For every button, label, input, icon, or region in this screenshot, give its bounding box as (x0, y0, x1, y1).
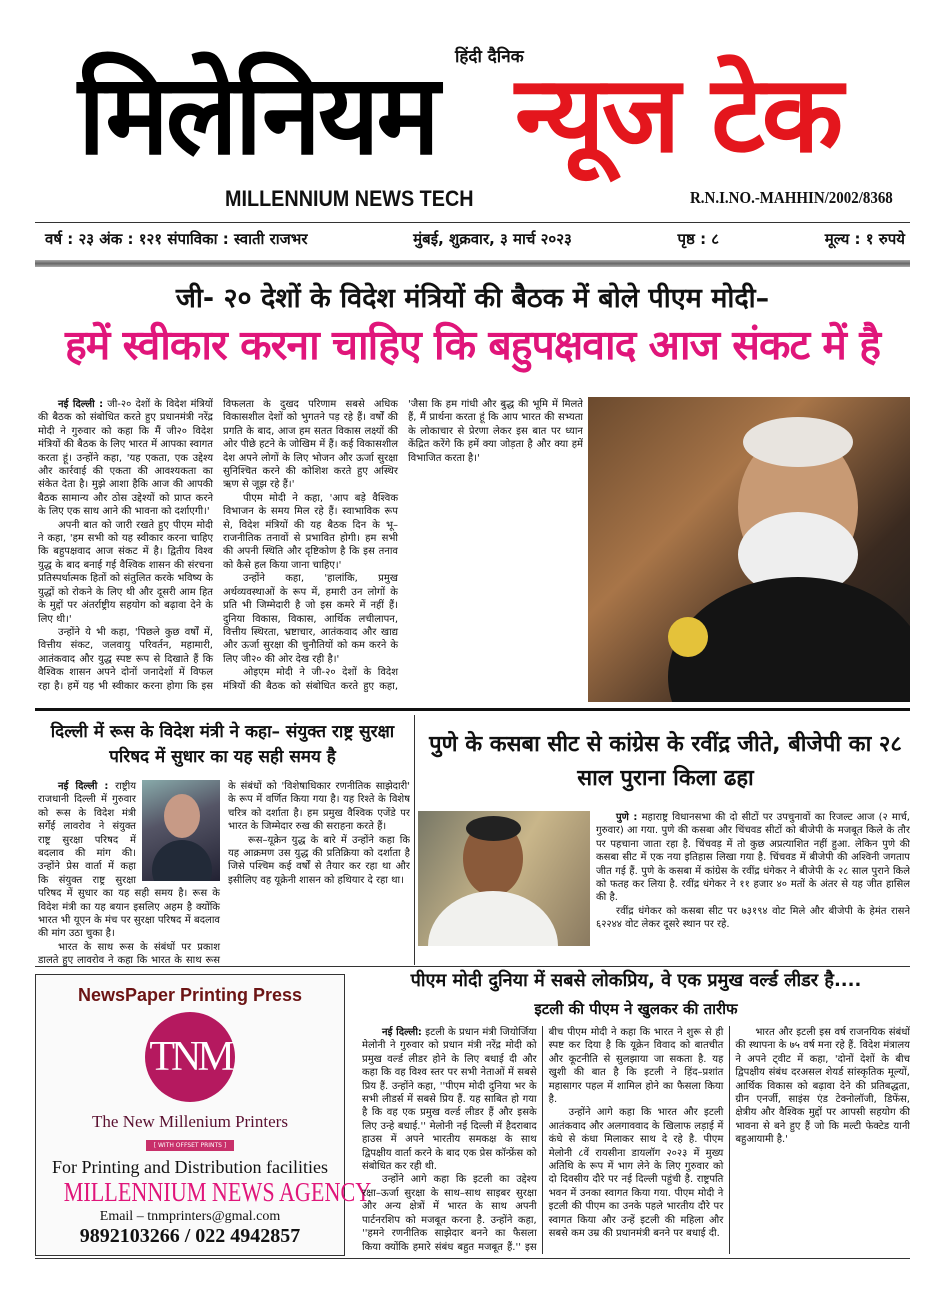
printing-press-advert (35, 974, 372, 1256)
rni-number: R.N.I.NO.-MAHHIN/2002/8368 (690, 188, 893, 207)
paragraph: इटली के प्रधान मंत्री जियोर्जिया मेलोनी ने गुरुवार को प्रधान मंत्री नरेंद्र मोदी को प्रमुख वर्ल्ड लीडर होने के लिए बधाई दी और कहा कि वह विश्व स्तर पर सभी नेताओं में सबसे प्रिय हैं. उन्होंने कहा, ''पीएम मोदी दुनिया भर के सभी लीडर्स में सबसे प्रिय हैं. यह साबित हो गया है कि वह एक प्रमुख वर्ल्ड लीडर हैं और इसके लिए उन्हे बधाई.'' मेलोनी नई दिल्ली में हैदराबाद हाउस में अपने भारतीय समकक्ष के साथ द्विपक्षीय वार्ता करने के बाद एक प्रेस कॉन्फ्रेंस को संबोधित कर रही थी. (362, 1027, 537, 1173)
tnm-logo: TNM (145, 1012, 235, 1102)
paragraph: अपनी बात को जारी रखते हुए पीएम मोदी ने कहा, 'हम सभी को यह स्वीकार करना चाहिए कि बहुपक्षवाद आज संकट में है। द्वितीय विश्व युद्ध के बाद बनाई गई वैश्विक शासन की संरचना प्रतिस्पर्धात्मक हितों को संतुलित करके भविष्य के युद्धों को रोकने के लिए थी और दूसरी आम हित के मुद्दों पर अंतर्राष्ट्रीय सहयोग को बढ़ावा देने के लिए थी।' (38, 519, 213, 625)
ad-title: NewsPaper Printing Press (77, 985, 303, 1005)
masthead-title-red: न्यूज टेक (515, 53, 841, 176)
ad-company-name: The New Millenium Printers (92, 1112, 288, 1131)
russia-headline: दिल्ली में रूस के विदेश मंत्री ने कहा– संयुक्त राष्ट्र सुरक्षा परिषद में सुधार का यह सही समय है (50, 722, 395, 767)
divider (35, 260, 910, 267)
lead-headline: हमें स्वीकार करना चाहिए कि बहुपक्षवाद आज संकट में है (65, 321, 880, 369)
paragraph: रवींद्र धंगेकर को कसबा सीट पर ७३१९४ वोट मिले और बीजेपी के हेमंत रासने ६२२४४ वोट लेकर दूसरे स्थान पर रहे. (596, 905, 910, 931)
paragraph: उन्होंने ये भी कहा, 'पिछले कुछ वर्षों में, वित्तीय संकट, जलवायु परिवर्तन, महामारी, आतंकवाद और युद्ध स्पष्ट रूप से दिखाते हैं कि वैश्विक शासन अपने दोनों जनादेशों में विफल रहा है। हमें यह भी स्वीकार करना होगा कि इस विफलता के दुखद परिणाम सबसे अधिक विकासशील देशों को भुगतने पड़ रहे हैं। वर्षों की प्रगति के बाद, आज हम सतत विकास लक्ष्यों की ओर पीछे हटने के जोखिम में हैं। कई विकासशील देश अपने लोगों के लिए भोजन और ऊर्जा सुरक्षा सुनिश्चित करने की कोशिश करते हुए अस्थिर ऋण से जूझ रहे हैं।' (38, 399, 398, 692)
ad-phone: 9892103266 / 022 4942857 (79, 1225, 301, 1247)
paragraph: उन्होंने आगे कहा कि भारत और इटली आतंकवाद और अलगाववाद के खिलाफ लड़ाई में कंधे से कंधा मिलाकर साथ दे रहे है. पीएम मेलोनी ८वें रायसीना डायलॉग २०२३ में मुख्य अतिथि के रूप में भाग लेने के लिए गुरुवार को दो दिवसीय दौरे पर नई दिल्ली पहुंची है. राष्ट्रपति भवन में उनका स्वागत किया गया. पीएम मोदी ने इटली की पीएम का उनके पहले भारतीय दौरे पर स्वागत किया और उन्हें इटली की महिला और सबसे कम उम्र की प्रधानमंत्री बनने पर बधाई दी. (548, 1107, 724, 1240)
lavrov-photo (142, 780, 220, 881)
paragraph: महाराष्ट्र विधानसभा की दो सीटों पर उपचुनावों का रिजल्ट आज (२ मार्च, गुरुवार) आ गया. पुणे की कसबा और चिंचवड सीटों को बीजेपी के मजबूत किले के तौर पर पहचाना जाता रहा है. चिंचवड़ में तो कुछ अप्रत्याशित नहीं हुआ. लेकिन पुणे की कसबा सीट में एक नया इतिहास लिखा गया है. चिंचवड में बीजेपी की अश्विनी जगताप जीत गई हैं. पुणे के कसबा में कांग्रेस के रवींद्र धंगेकर ने बीजेपी के २८ साल पुराने किले को फतह कर लिया है. रवींद्र धंगेकर ने ११ हजार ४० मतों के अंतर से यह जीत हासिल की है. (596, 812, 910, 904)
paragraph: ओइएम मोदी ने जी-२० देशों के विदेश मंत्रियों की बैठक को संबोधित करते हुए कहा, 'जैसा कि हम गांधी और बुद्ध की भूमि में मिलते हैं, मैं प्रार्थना करता हूं कि आप भारत की सभ्यता के लोकाचार से प्रेरणा लेकर इस बात पर ध्यान केंद्रित करेंगे कि हमें क्या जोड़ता है और क्या हमें विभाजित करता है।' (223, 399, 583, 692)
english-title: MILLENNIUM NEWS TECH (225, 186, 474, 211)
page-number: पृष्ठ : ८ (677, 230, 720, 248)
paragraph: भारत के साथ रूस के संबंधों पर प्रकाश डालते हुए लावरोव ने कहा कि भारत के साथ रूस के संबंधों को 'विशेषाधिकार रणनीतिक साझेदारी' के रूप में वर्णित किया गया है। यह रिश्ते के विशेष चरित्र को दर्शाता है। हम प्रमुख वैश्विक एजेंडे पर भारत के जिम्मेदार रुख की सराहना करते हैं। (38, 781, 410, 967)
masthead-tagline: हिंदी दैनिक (455, 47, 524, 67)
divider (35, 966, 910, 967)
divider (35, 1258, 910, 1259)
paragraph: राष्ट्रीय राजधानी दिल्ली में गुरुवार को रूस के विदेश मंत्री सर्गेई लावरोव ने संयुक्त राष्ट्र सुरक्षा परिषद में बदलाव की मांग की। उन्होंने प्रेस वार्ता में कहा कि संयुक्त राष्ट्र सुरक्षा परिषद में सुधार का यह सही समय है। रूस के विदेश मंत्री का यह बयान इसलिए अहम है क्योंकि भारत भी यूएन के मंच पर सुरक्षा परिषद में बदलाव की मांग उठा चुका है। (38, 781, 220, 940)
italy-article-body (362, 1026, 910, 1254)
column-divider (414, 715, 415, 965)
section-divider (35, 708, 910, 711)
divider (35, 222, 910, 223)
paragraph: भारत और इटली इस वर्ष राजनयिक संबंधों की स्थापना के ७५ वर्ष मना रहे हैं. विदेश मंत्रालय ने अपने ट्वीट में कहा, 'दोनों देशों के बीच द्विपक्षीय संबंध दरअसल शेयर्ड सांस्कृतिक मूल्यों, आर्थिक विकास को बढ़ावा देने की प्रतिबद्धता, ग्रीन एनर्जी, साइंस एंड टेक्नोलॉजी, डिफेंस, क्षेत्रीय और वैश्विक मुद्दों पर आपसी सहयोग की भावना से बने हुए हैं जो कि मल्टी फेक्टेड यानी बहुआयामी है.' (735, 1027, 910, 1146)
ad-agency: MILLENNIUM NEWS AGENCY (63, 1177, 372, 1207)
italy-headline: पीएम मोदी दुनिया में सबसे लोकप्रिय, वे एक प्रमुख वर्ल्ड लीडर है.... (410, 970, 862, 991)
ad-facilities: For Printing and Distribution facilities (52, 1157, 328, 1177)
dhangekar-photo (418, 811, 590, 946)
paragraph: उन्होंने आगे कहा कि इटली का उद्देश्य रक्षा–ऊर्जा सुरक्षा के साथ–साथ साइबर सुरक्षा और अन्य क्षेत्रों में भारत के साथ अपनी पार्टनरशिप को मजबूत करना है. उन्होंने कहा, ''हमने रणनीतिक साझेदार बनने का फैसला किया क्योंकि हमारे संबंध बहुत मजबूत हैं.'' इस बीच पीएम मोदी ने कहा कि भारत ने शुरू से ही स्पष्ट कर दिया है कि यूक्रेन विवाद को बातचीत और कूटनीति से सुलझाया जा सकता है. यह खुशी की बात है कि इटली ने हिंद–प्रशांत महासागर पहल में शामिल होने का फैसला किया है. (362, 1027, 724, 1253)
issue-info: वर्ष : २३ अंक : १२१ संपाविका : स्वाती राजभर (45, 230, 308, 248)
italy-subheadline: इटली की पीएम ने खुलकर की तारीफ (534, 1000, 738, 1018)
issue-info-line (45, 229, 905, 249)
paragraph: पीएम मोदी ने कहा, 'आप बड़े वैश्विक विभाजन के समय मिल रहे हैं। स्वाभाविक रूप से, विदेश मंत्रियों की यह बैठक दिन के भू–राजनीतिक तनावों से प्रभावित होगी। हम सभी की अपनी स्थिति और दृष्टिकोण है कि इस तनाव को कैसे हल किया जाना चाहिए।' (223, 492, 398, 571)
pune-article-body (596, 811, 910, 961)
article-dateline: नई दिल्ली : (58, 781, 109, 792)
article-dateline: नई दिल्ली : (58, 399, 104, 410)
paragraph: जी-२० देशों के विदेश मंत्रियों की बैठक को संबोधित करते हुए प्रधानमंत्री नरेंद्र मोदी ने गुरुवार को कहा कि मैं जी२० विदेश मंत्रियों की बैठक के लिए भारत में आपका स्वागत करता हूं। उन्होंने कहा, 'यह एकता, एक उद्देश्य और कार्रवाई की एकता की आवश्यकता का संकेत देता है। मुझे आशा हैकि आज की आपकी बैठक सामान्य और ठोस उद्देश्यों को प्राप्त करने के लिए एक साथ आने की भावना को दर्शाएगी।' (38, 399, 214, 518)
ad-ribbon: [ WITH OFFSET PRINTS ] (146, 1140, 235, 1151)
modi-photo (588, 397, 910, 702)
pune-headline: पुणे के कसबा सीट से कांग्रेस के रवींद्र जीते, बीजेपी का २८ साल पुराना किला ढहा (429, 732, 902, 791)
lead-article-body (38, 398, 583, 700)
price: मूल्य : १ रुपये (824, 230, 905, 248)
ad-email: Email – tnmprinters@gmal.com (99, 1209, 281, 1224)
lead-kicker: जी- २० देशों के विदेश मंत्रियों की बैठक में बोले पीएम मोदी– (175, 283, 770, 314)
dateline: मुंबई, शुक्रवार, ३ मार्च २०२३ (413, 230, 572, 248)
masthead-title-black: मिलेनियम (78, 49, 437, 180)
paragraph: रूस–यूक्रेन युद्ध के बारे में उन्होंने कहा कि यह आक्रमण उस युद्ध की प्रतिक्रिया को दर्शाता है जिसे पश्चिम कई वर्षों से तैयार कर रहा था और इसीलिए वह यूक्रेनी शासन को हथियार दे रहा था। (228, 834, 410, 886)
paragraph: उन्होंने कहा, 'हालांकि, प्रमुख अर्थव्यवस्थाओं के रूप में, हमारी उन लोगों के प्रति भी जिम्मेदारी है जो इस कमरे में नहीं हैं। दुनिया विकास, विकास, आर्थिक लचीलापन, वित्तीय स्थिरता, भ्रष्टाचार, आतंकवाद और खाद्य और ऊर्जा सुरक्षा की चुनौतियों को कम करने के लिए जी२० की ओर देख रही है।' (223, 573, 398, 665)
russia-article-body (38, 780, 410, 968)
article-dateline: पुणे : (616, 812, 638, 823)
article-dateline: नई दिल्ली: (382, 1027, 422, 1038)
